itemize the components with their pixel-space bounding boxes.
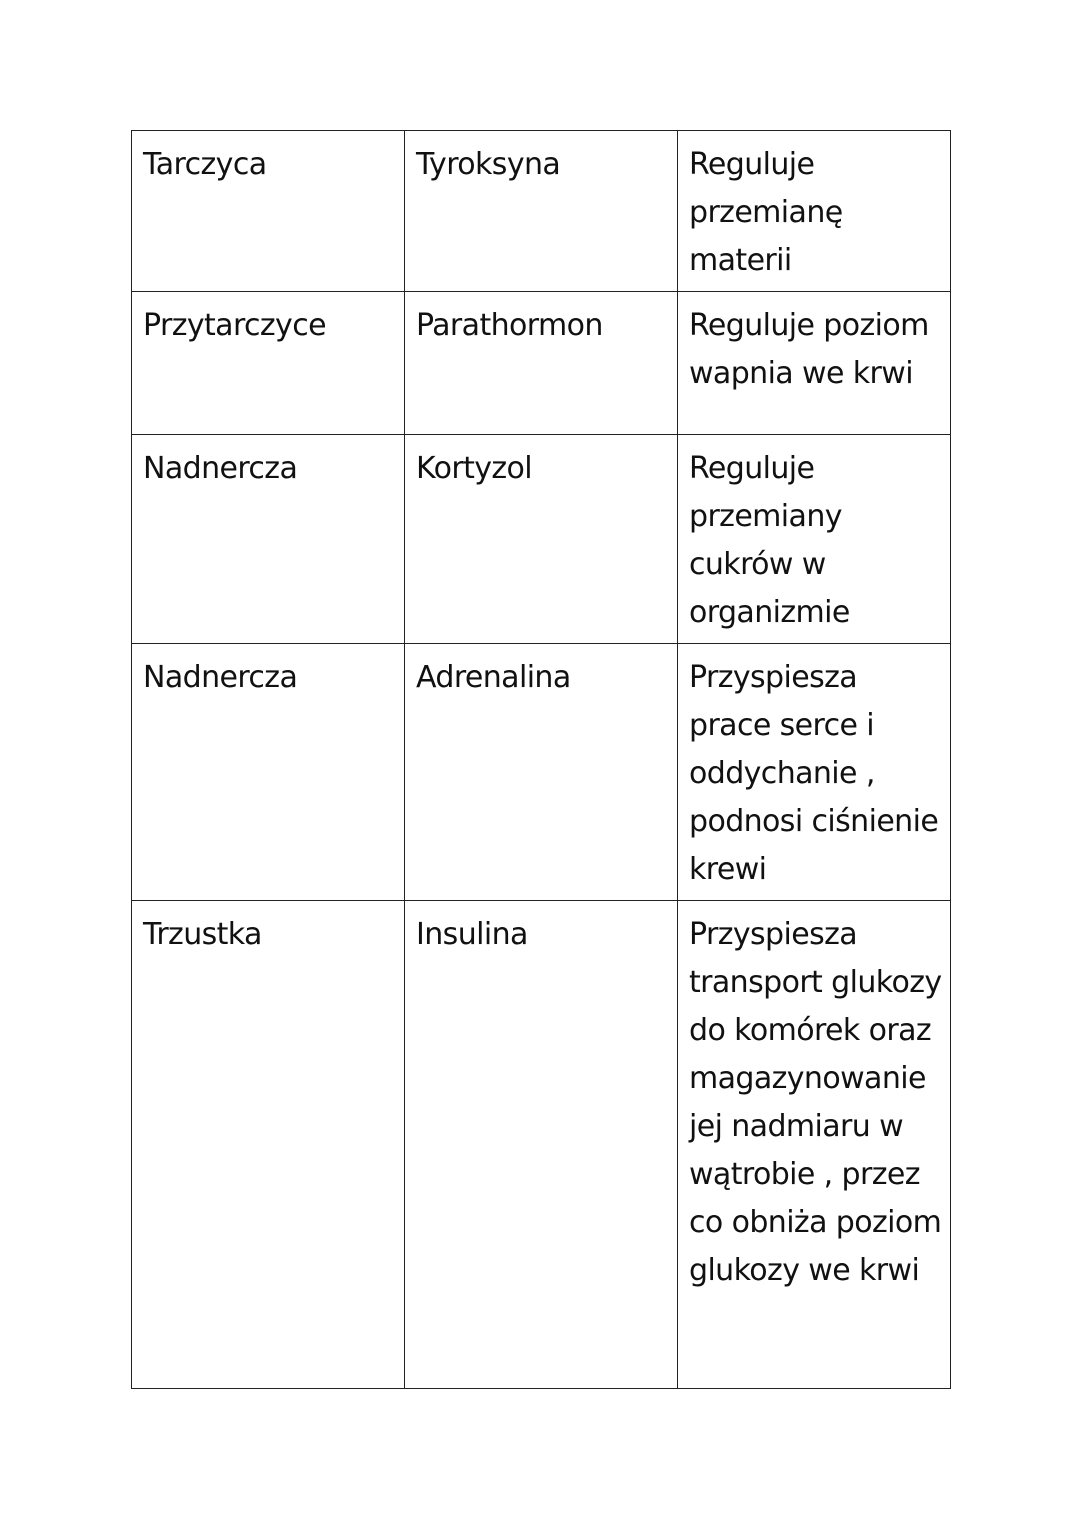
function-cell: Reguluje poziom wapnia we krwi [678,292,951,435]
table-row [132,131,951,292]
hormone-cell: Insulina [405,901,678,1389]
function-cell: Przyspiesza prace serce i oddychanie , podnosi ciśnienie krewi [678,644,951,901]
function-cell: Przyspiesza transport glukozy do komórek oraz magazynowanie jej nadmiaru w wątrobie , przez co obniża poziom glukozy we krwi [678,901,951,1389]
hormone-cell: Parathormon [405,292,678,435]
function-cell: Reguluje przemianę materii [678,131,951,292]
table-row [132,292,951,435]
gland-cell: Trzustka [132,901,405,1389]
hormone-cell: Tyroksyna [405,131,678,292]
gland-cell: Nadnercza [132,644,405,901]
hormone-table [131,130,951,1389]
hormone-cell: Kortyzol [405,435,678,644]
gland-cell: Nadnercza [132,435,405,644]
table-row [132,901,951,1389]
hormone-cell: Adrenalina [405,644,678,901]
table-row [132,644,951,901]
gland-cell: Tarczyca [132,131,405,292]
function-cell: Reguluje przemiany cukrów w organizmie [678,435,951,644]
table-row [132,435,951,644]
gland-cell: Przytarczyce [132,292,405,435]
